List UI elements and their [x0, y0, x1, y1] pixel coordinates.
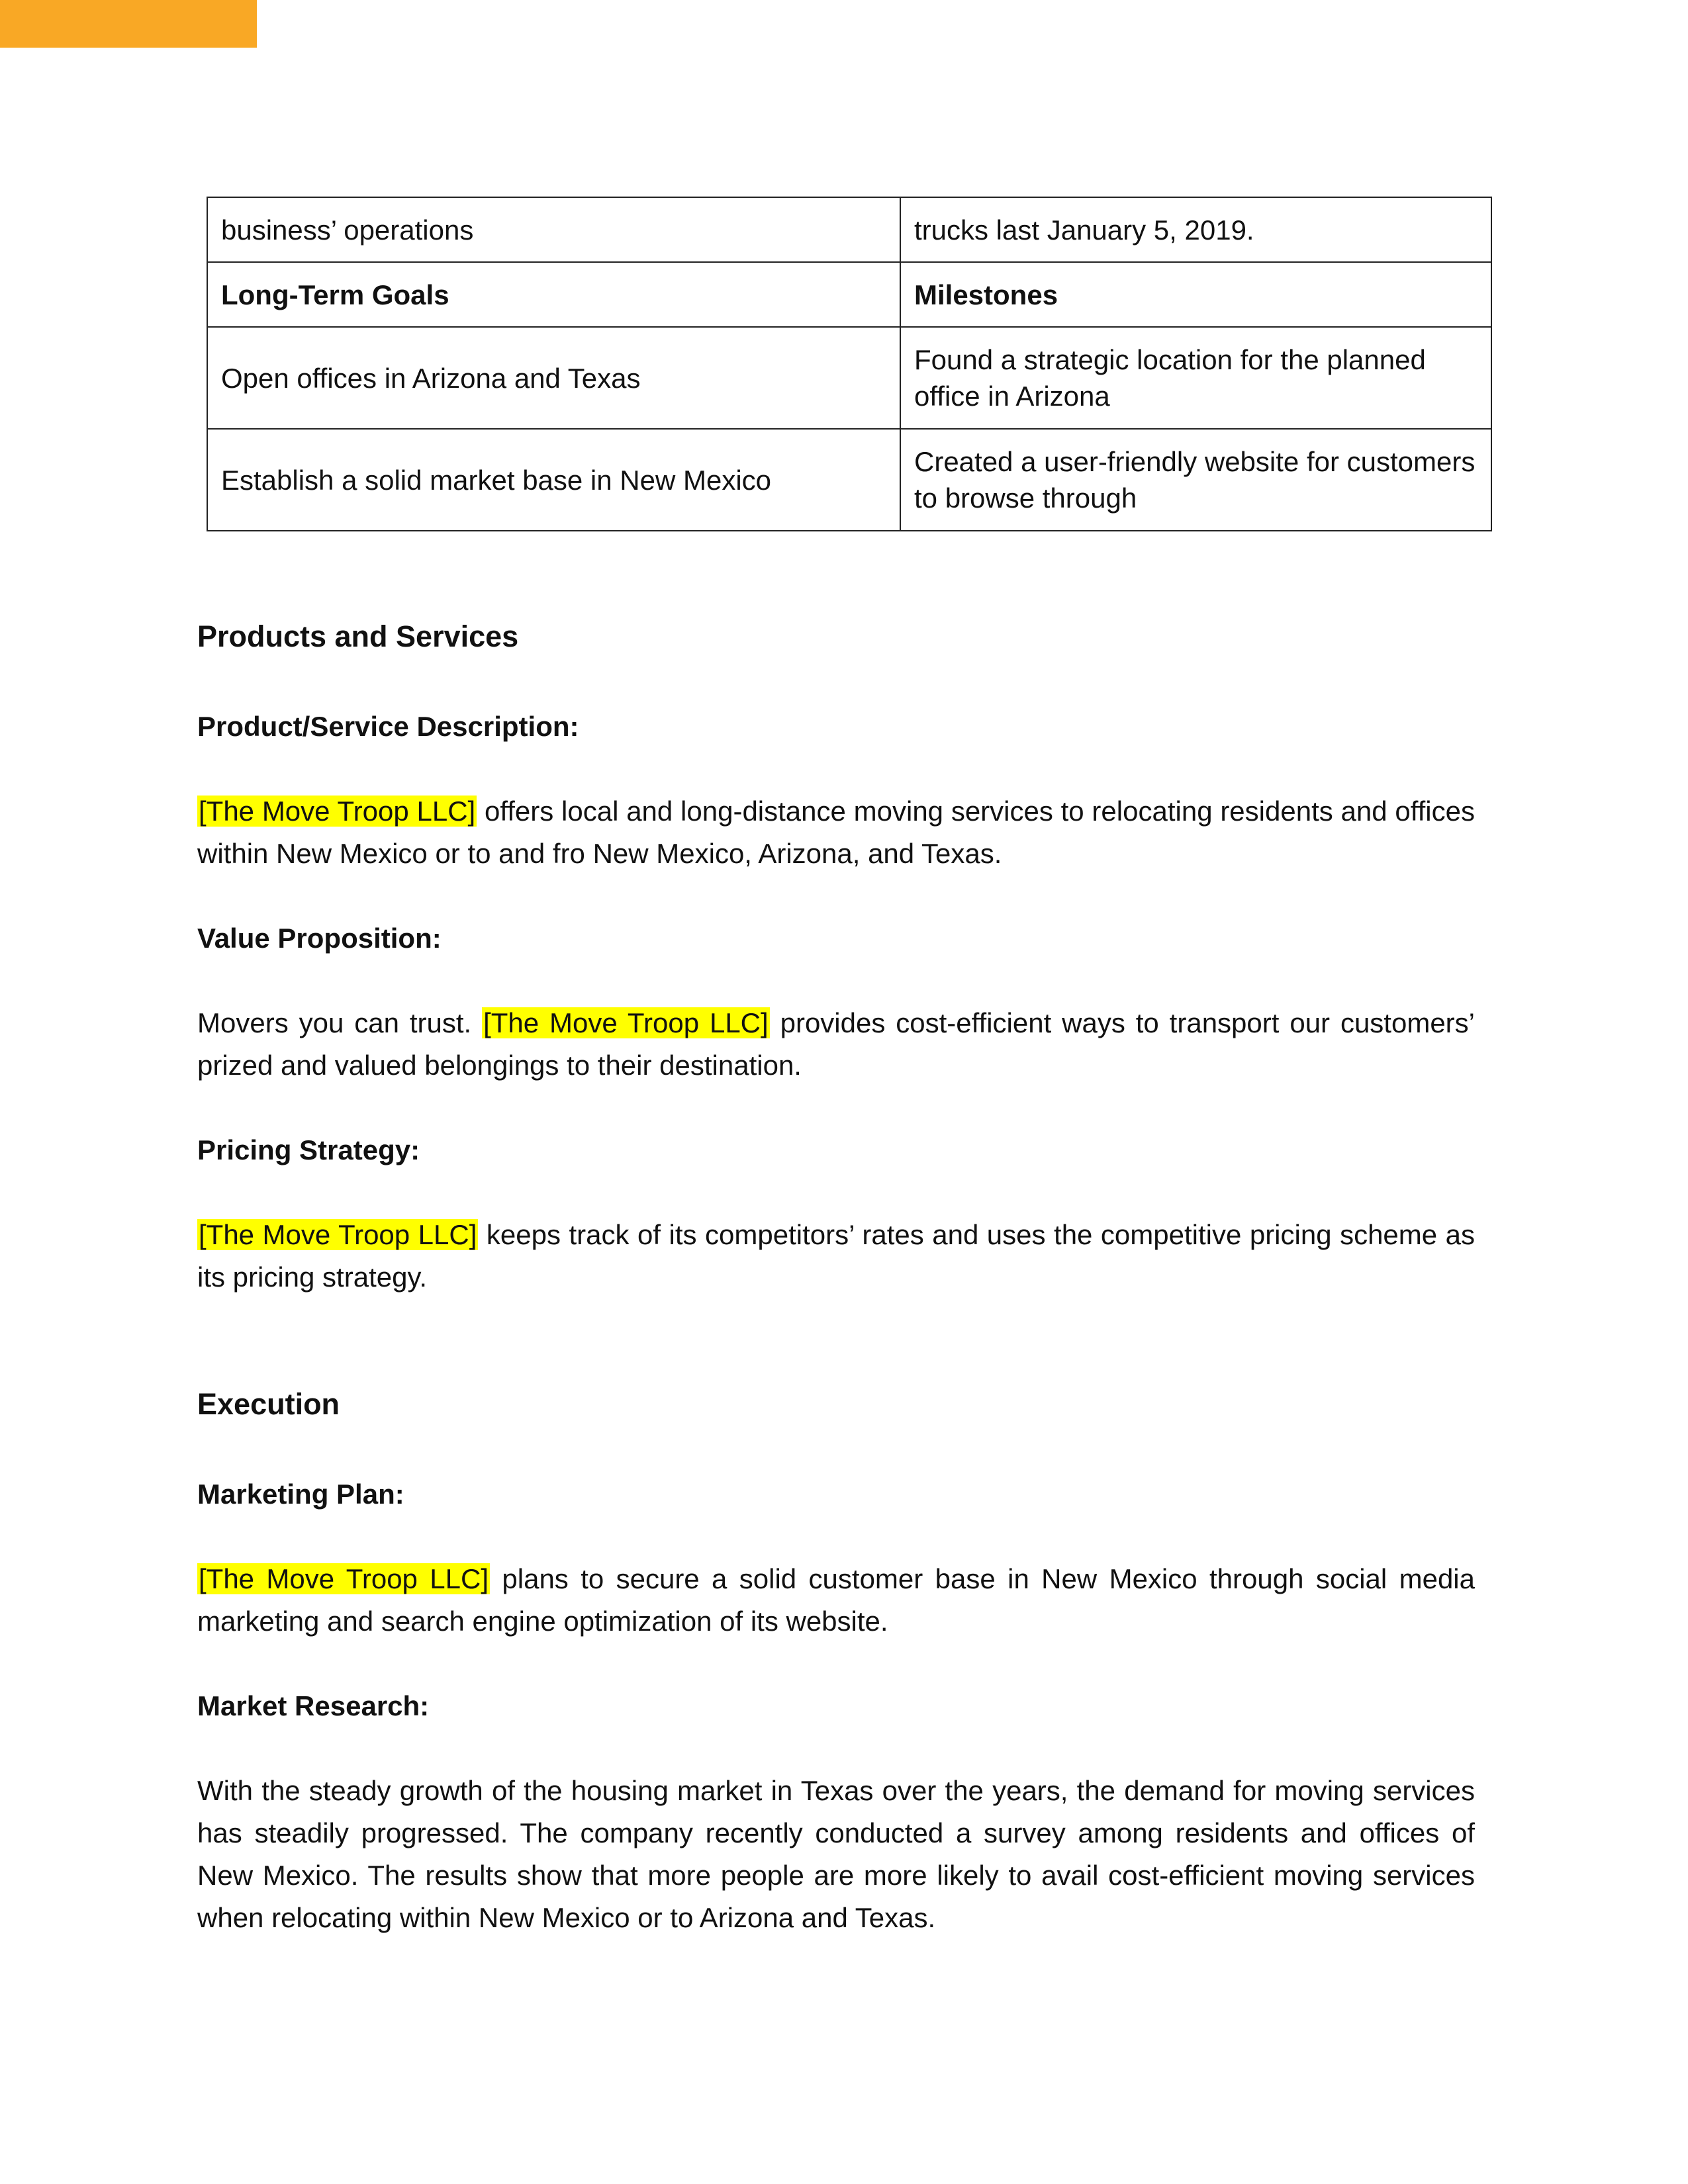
table-cell-milestone: Found a strategic location for the planned office in Arizona [900, 327, 1491, 429]
column-header-milestones: Milestones [900, 262, 1491, 327]
table-cell-milestone: trucks last January 5, 2019. [900, 197, 1491, 262]
paragraph-pricing-strategy [197, 1214, 1475, 1298]
goals-milestones-table [207, 197, 1492, 531]
subheading-product-description: Product/Service Description: [197, 711, 579, 742]
table-cell-milestone: Created a user-friendly website for customers to browse through [900, 429, 1491, 531]
paragraph-text: plans to secure a solid customer base in New Mexico through social media marketing and search engine optimization of its website. [197, 1563, 1475, 1637]
section-heading-execution: Execution [197, 1387, 340, 1421]
paragraph-text: provides cost-efficient ways to transport our customers’ prized and valued belongings to their destination. [197, 1007, 1475, 1081]
paragraph-text: Movers you can trust. [197, 1007, 483, 1038]
table-header-row [207, 262, 1491, 327]
section-heading-products: Products and Services [197, 619, 519, 653]
subheading-value-proposition: Value Proposition: [197, 923, 442, 954]
highlighted-company-name: [The Move Troop LLC] [483, 1007, 769, 1038]
table-row [207, 429, 1491, 531]
column-header-goals: Long-Term Goals [207, 262, 900, 327]
table-cell-goal: Open offices in Arizona and Texas [207, 327, 900, 429]
paragraph-market-research: With the steady growth of the housing market in Texas over the years, the demand for moving services has steadily progressed. The company recently conducted a survey among residents and offices of New Mexico. The results show that more people are more likely to avail cost-efficient moving services when relocating within New Mexico or to Arizona and Texas. [197, 1775, 1475, 1933]
highlighted-company-name: [The Move Troop LLC] [199, 1563, 489, 1594]
paragraph-product-description [197, 790, 1475, 875]
table-row [207, 327, 1491, 429]
highlighted-company-name: [The Move Troop LLC] [199, 1219, 477, 1250]
header-accent-bar [0, 0, 257, 48]
table-row [207, 197, 1491, 262]
paragraph-text: keeps track of its competitors’ rates and uses the competitive pricing scheme as its pricing strategy. [197, 1219, 1475, 1293]
paragraph-text: offers local and long-distance moving services to relocating residents and offices within New Mexico or to and fro New Mexico, Arizona, and Texas. [197, 796, 1476, 869]
paragraph-value-proposition [197, 1002, 1475, 1087]
subheading-pricing-strategy: Pricing Strategy: [197, 1134, 420, 1165]
document-body [197, 615, 1475, 1939]
paragraph-marketing-plan [197, 1558, 1475, 1643]
table-cell-goal: Establish a solid market base in New Mexico [207, 429, 900, 531]
table-cell-goal: business’ operations [207, 197, 900, 262]
subheading-market-research: Market Research: [197, 1690, 430, 1721]
subheading-marketing-plan: Marketing Plan: [197, 1479, 404, 1510]
highlighted-company-name: [The Move Troop LLC] [199, 796, 476, 827]
